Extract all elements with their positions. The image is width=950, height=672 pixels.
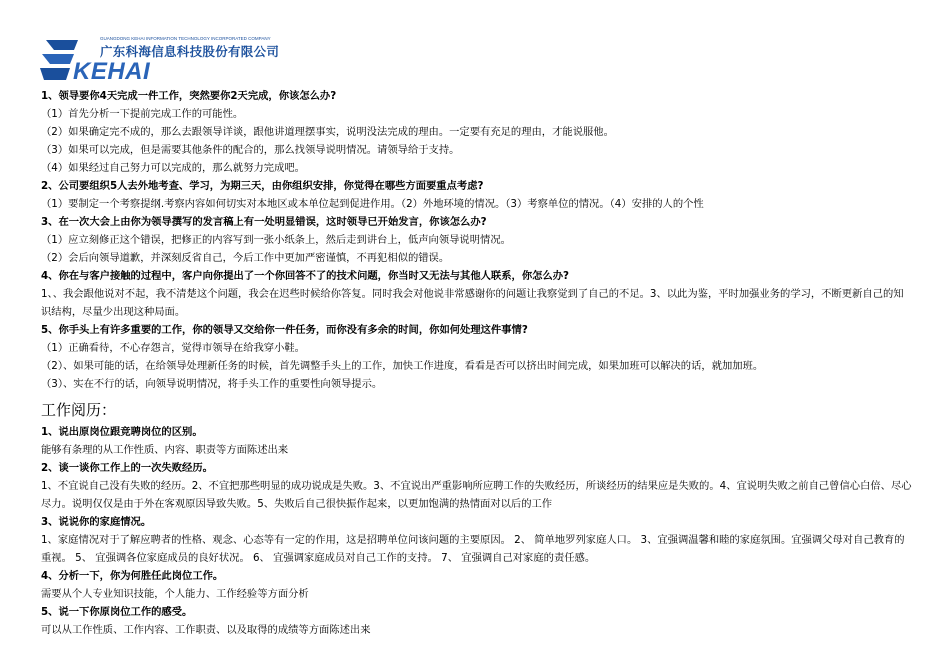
company-chinese-name: 广东科海信息科技股份有限公司 — [100, 44, 280, 59]
answer-text: （1）要制定一个考察提纲.考察内容如何切实对本地区或本单位起到促进作用。（2）外地环境的情况。（3）考察单位的情况。（4）安排的人的个性 — [41, 198, 704, 210]
section-title: 工作阅历： — [41, 401, 117, 419]
answer-text: （3）如果可以完成，但是需要其他条件的配合的，那么找领导说明情况。请领导给于支持。 — [41, 144, 460, 156]
question-heading: 5、说一下你原岗位工作的感受。 — [41, 606, 193, 618]
work-experience-section — [41, 423, 913, 639]
answer-text: （2）会后向领导道歉，并深刻反省自己，今后工作中更加严密谨慎，不再犯相似的错误。 — [41, 252, 450, 264]
answer-text: （2）如果确定完不成的，那么去跟领导详谈，跟他讲道理摆事实，说明没法完成的理由。一定要有充足的理由，才能说服他。 — [41, 126, 614, 138]
answer-text: （1）应立刻修正这个错误，把修正的内容写到一张小纸条上，然后走到讲台上，低声向领导说明情况。 — [41, 234, 511, 246]
question-heading: 1、领导要你4天完成一件工作，突然要你2天完成，你该怎么办? — [41, 90, 337, 102]
company-logo — [40, 34, 280, 86]
company-english-name: GUANGDONG KEHAI INFORMATION TECHNOLOGY INCORPORATED COMPANY — [100, 36, 271, 41]
brand-name: KEHAI — [73, 58, 151, 85]
answer-text: 1、、我会跟他说对不起，我不清楚这个问题，我会在迟些时候给你答复。同时我会对他说非常感谢你的问题让我察觉到了自己的不足。3、以此为鉴，平时加强业务的学习，不断更新自己的知识结构，尽量少出现这种局面。 — [41, 288, 904, 318]
interview-questions-section — [41, 87, 913, 393]
answer-text: 可以从工作性质、工作内容、工作职责、以及取得的成绩等方面陈述出来 — [41, 624, 371, 636]
question-heading: 3、在一次大会上由你为领导撰写的发言稿上有一处明显错误，这时领导已开始发言，你该怎么办? — [41, 216, 487, 228]
answer-text: （3）、实在不行的话，向领导说明情况，将手头工作的重要性向领导提示。 — [41, 378, 383, 390]
question-heading: 4、你在与客户接触的过程中，客户向你提出了一个你回答不了的技术问题，你当时又无法与其他人联系，你怎么办? — [41, 270, 569, 282]
answer-text: （1）正确看待，不心存怨言，觉得市领导在给我穿小鞋。 — [41, 342, 305, 354]
question-heading: 4、分析一下，你为何胜任此岗位工作。 — [41, 570, 224, 582]
question-heading: 3、说说你的家庭情况。 — [41, 516, 152, 528]
answer-text: 1、不宜说自己没有失败的经历。2、不宜把那些明显的成功说成是失败。3、不宜说出严重影响所应聘工作的失败经历，所谈经历的结果应是失败的。4、宜说明失败之前自己曾信心白倍、尽心尽力。说明仅仅是由于外在客观原因导致失败。5、失败后自己很快振作起来，以更加饱满的热情面对以后的工作 — [41, 480, 912, 510]
question-heading: 2、公司要组织5人去外地考查、学习，为期三天，由你组织安排，你觉得在哪些方面要重点考虑? — [41, 180, 484, 192]
answer-text: （1）首先分析一下提前完成工作的可能性。 — [41, 108, 244, 120]
document-body — [41, 87, 913, 639]
answer-text: 需要从个人专业知识技能，个人能力、工作经验等方面分析 — [41, 588, 309, 600]
answer-text: 能够有条理的从工作性质、内容、职责等方面陈述出来 — [41, 444, 289, 456]
question-heading: 1、说出原岗位跟竞聘岗位的区别。 — [41, 426, 203, 438]
question-heading: 2、谈一谈你工作上的一次失败经历。 — [41, 462, 213, 474]
question-heading: 5、你手头上有许多重要的工作，你的领导又交给你一件任务，而你没有多余的时间，你如何处理这件事情? — [41, 324, 528, 336]
answer-text: （4）如果经过自己努力可以完成的，那么就努力完成吧。 — [41, 162, 305, 174]
answer-text: 1、家庭情况对于了解应聘者的性格、观念、心态等有一定的作用，这是招聘单位问该问题的主要原因。 2、 简单地罗列家庭人口。 3、宜强调温馨和睦的家庭氛围。宜强调父母对自己教育的重视。 5、 宜强调各位家庭成员的良好状况。 6、 宜强调家庭成员对自己工作的支持。 7、 宜强调自己对家庭的责任感。 — [41, 534, 905, 564]
answer-text: （2）、如果可能的话，在给领导处理新任务的时候，首先调整手头上的工作，加快工作进度，看看是否可以挤出时间完成，如果加班可以解决的话，就加加班。 — [41, 360, 764, 372]
